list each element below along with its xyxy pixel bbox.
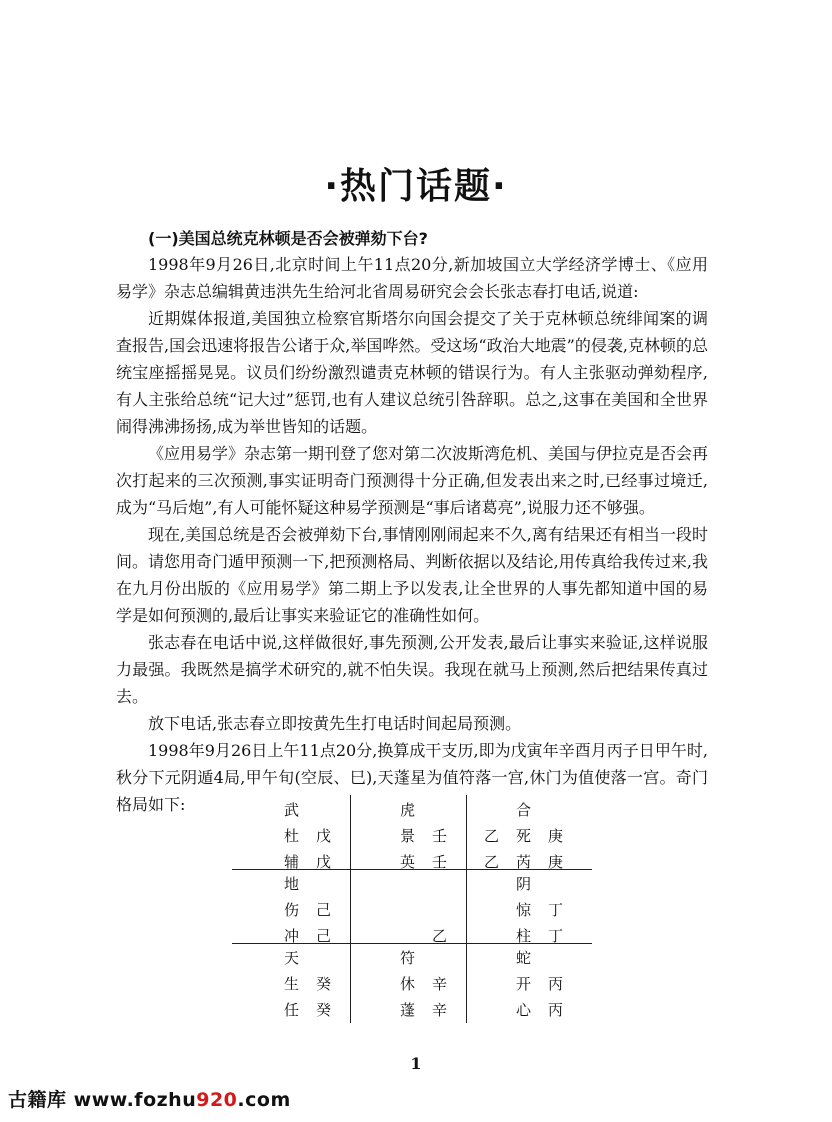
palace-cell: 英 <box>400 853 416 871</box>
palace-row <box>284 823 400 849</box>
palace-cell: 癸 <box>316 975 332 993</box>
palace-cell: 癸 <box>316 1001 332 1019</box>
palace-cell <box>432 897 464 923</box>
palace-cell: 丙 <box>548 975 564 993</box>
palace-cell: 辅 <box>284 853 300 871</box>
palace-cell: 戊 <box>316 853 332 871</box>
palace-cell: 合 <box>516 801 532 819</box>
palace-row <box>484 897 600 923</box>
palace-cell: 蛇 <box>516 949 532 967</box>
palace-cell: 丁 <box>548 927 564 945</box>
paragraph: 现在,美国总统是否会被弹劾下台,事情刚刚闹起来不久,离有结果还有相当一段时间。请您用奇门遁甲预测一下,把预测格局、判断依据以及结论,用传真给我传过来,我在九月份出版的《应用易学》第二期上予以发表,让全世界的人事先都知道中国的易学是如何预测的,最后让事实来验证它的准确性如何。 <box>116 525 708 625</box>
palace-cell <box>348 997 380 1023</box>
palace-cell <box>484 897 516 923</box>
palace-cell: 生 <box>284 975 300 993</box>
palace-cell: 任 <box>284 1001 300 1019</box>
site-watermark <box>8 1085 291 1112</box>
palace-cell: 芮 <box>516 853 532 871</box>
section-heading: (一)美国总统克林顿是否会被弹劾下台? <box>148 229 428 248</box>
palace-cell: 庚 <box>548 853 564 871</box>
watermark-brand: 古籍库 <box>8 1089 67 1111</box>
palace-row <box>284 797 400 823</box>
palace-cell: 己 <box>316 927 332 945</box>
palace-cell: 冲 <box>284 927 300 945</box>
palace-cell <box>548 871 580 897</box>
palace-cell <box>348 897 380 923</box>
palace-cell: 乙 <box>484 853 500 871</box>
palace-cell <box>400 897 432 923</box>
palace-row <box>284 997 400 1023</box>
palace-gen <box>284 945 400 1023</box>
palace-cell <box>348 945 380 971</box>
palace-cell <box>484 797 516 823</box>
palace-row <box>284 971 400 997</box>
palace-cell: 乙 <box>432 927 448 945</box>
palace-cell: 天 <box>284 949 300 967</box>
palace-cell <box>348 823 380 849</box>
palace-cell <box>348 797 380 823</box>
palace-cell <box>484 945 516 971</box>
palace-cell: 虎 <box>400 801 416 819</box>
palace-row <box>484 871 600 897</box>
qimen-chart <box>232 795 592 1023</box>
palace-row <box>484 797 600 823</box>
palace-cell: 杜 <box>284 827 300 845</box>
paragraph: 近期媒体报道,美国独立检察官斯塔尔向国会提交了关于克林顿总统绯闻案的调查报告,国会迅速将报告公诸于众,举国哗然。受这场“政治大地震”的侵袭,克林顿的总统宝座摇摇晃晃。议员们纷纷激烈谴责克林顿的错误行为。有人主张驱动弹劾程序,有人主张给总统“记大过”惩罚,也有人建议总统引咎辞职。总之,这事在美国和全世界闹得沸沸扬扬,成为举世皆知的话题。 <box>116 309 708 436</box>
palace-cell <box>484 997 516 1023</box>
palace-cell: 死 <box>516 827 532 845</box>
palace-cell <box>432 797 464 823</box>
palace-zhen <box>284 871 400 949</box>
palace-row <box>484 945 600 971</box>
watermark-url-prefix: www.fozhu <box>73 1089 197 1111</box>
palace-cell <box>484 871 516 897</box>
palace-row <box>484 971 600 997</box>
paragraph: 《应用易学》杂志第一期刊登了您对第二次波斯湾危机、美国与伊拉克是否会再次打起来的三次预测,事实证明奇门预测得十分正确,但发表出来之时,已经事过境迁,成为“马后炮”,有人可能怀疑这种易学预测是“事后诸葛亮”,说服力还不够强。 <box>116 444 709 517</box>
paragraph: 1998年9月26日上午11点20分,换算成干支历,即为戊寅年辛酉月丙子日甲午时,秋分下元阴遁4局,甲午旬(空辰、巳),天蓬星为值符落一宫,休门为值使落一宫。奇门格局如下: <box>116 741 708 814</box>
palace-cell <box>348 871 380 897</box>
paragraph: 放下电话,张志春立即按黄先生打电话时间起局预测。 <box>148 714 522 733</box>
page-number: 1 <box>410 1054 422 1073</box>
palace-cell <box>400 871 432 897</box>
palace-cell: 阴 <box>516 875 532 893</box>
palace-cell: 丁 <box>548 901 564 919</box>
page-title: ·热门话题· <box>324 166 508 207</box>
palace-cell: 地 <box>284 875 300 893</box>
palace-row <box>484 997 600 1023</box>
palace-cell: 景 <box>400 827 416 845</box>
palace-cell: 庚 <box>548 827 564 845</box>
palace-cell: 辛 <box>432 1001 448 1019</box>
palace-cell <box>432 945 464 971</box>
palace-row <box>284 945 400 971</box>
palace-cell <box>316 871 348 897</box>
palace-dui <box>484 871 600 949</box>
palace-cell: 武 <box>284 801 300 819</box>
palace-cell <box>548 945 580 971</box>
palace-kun <box>484 797 600 875</box>
palace-cell <box>348 971 380 997</box>
palace-cell: 己 <box>316 901 332 919</box>
palace-cell: 乙 <box>484 827 500 845</box>
watermark-url-suffix: .com <box>237 1089 291 1111</box>
palace-cell: 心 <box>516 1001 532 1019</box>
palace-cell: 惊 <box>516 901 532 919</box>
palace-row <box>284 871 400 897</box>
watermark-url-number: 920 <box>196 1089 238 1111</box>
palace-row <box>284 897 400 923</box>
palace-sun <box>284 797 400 875</box>
palace-cell: 戊 <box>316 827 332 845</box>
palace-row <box>484 823 600 849</box>
palace-cell: 壬 <box>432 853 448 871</box>
palace-cell: 休 <box>400 975 416 993</box>
palace-cell: 符 <box>400 949 416 967</box>
palace-cell: 柱 <box>516 927 532 945</box>
article-body <box>116 251 708 818</box>
paragraph: 1998年9月26日,北京时间上午11点20分,新加坡国立大学经济学博士、《应用易学》杂志总编辑黄违洪先生给河北省周易研究会会长张志春打电话,说道: <box>116 255 708 301</box>
palace-cell: 蓬 <box>400 1001 416 1019</box>
palace-cell: 辛 <box>432 975 448 993</box>
palace-cell: 开 <box>516 975 532 993</box>
palace-cell <box>316 797 348 823</box>
palace-cell <box>316 945 348 971</box>
paragraph: 张志春在电话中说,这样做很好,事先预测,公开发表,最后让事实来验证,这样说服力最强。我既然是搞学术研究的,就不怕失误。我现在就马上预测,然后把结果传真过去。 <box>116 633 708 706</box>
palace-cell: 丙 <box>548 1001 564 1019</box>
palace-cell <box>484 971 516 997</box>
palace-cell <box>432 871 464 897</box>
palace-qian <box>484 945 600 1023</box>
palace-cell: 伤 <box>284 901 300 919</box>
palace-cell: 壬 <box>432 827 448 845</box>
palace-cell <box>548 797 580 823</box>
